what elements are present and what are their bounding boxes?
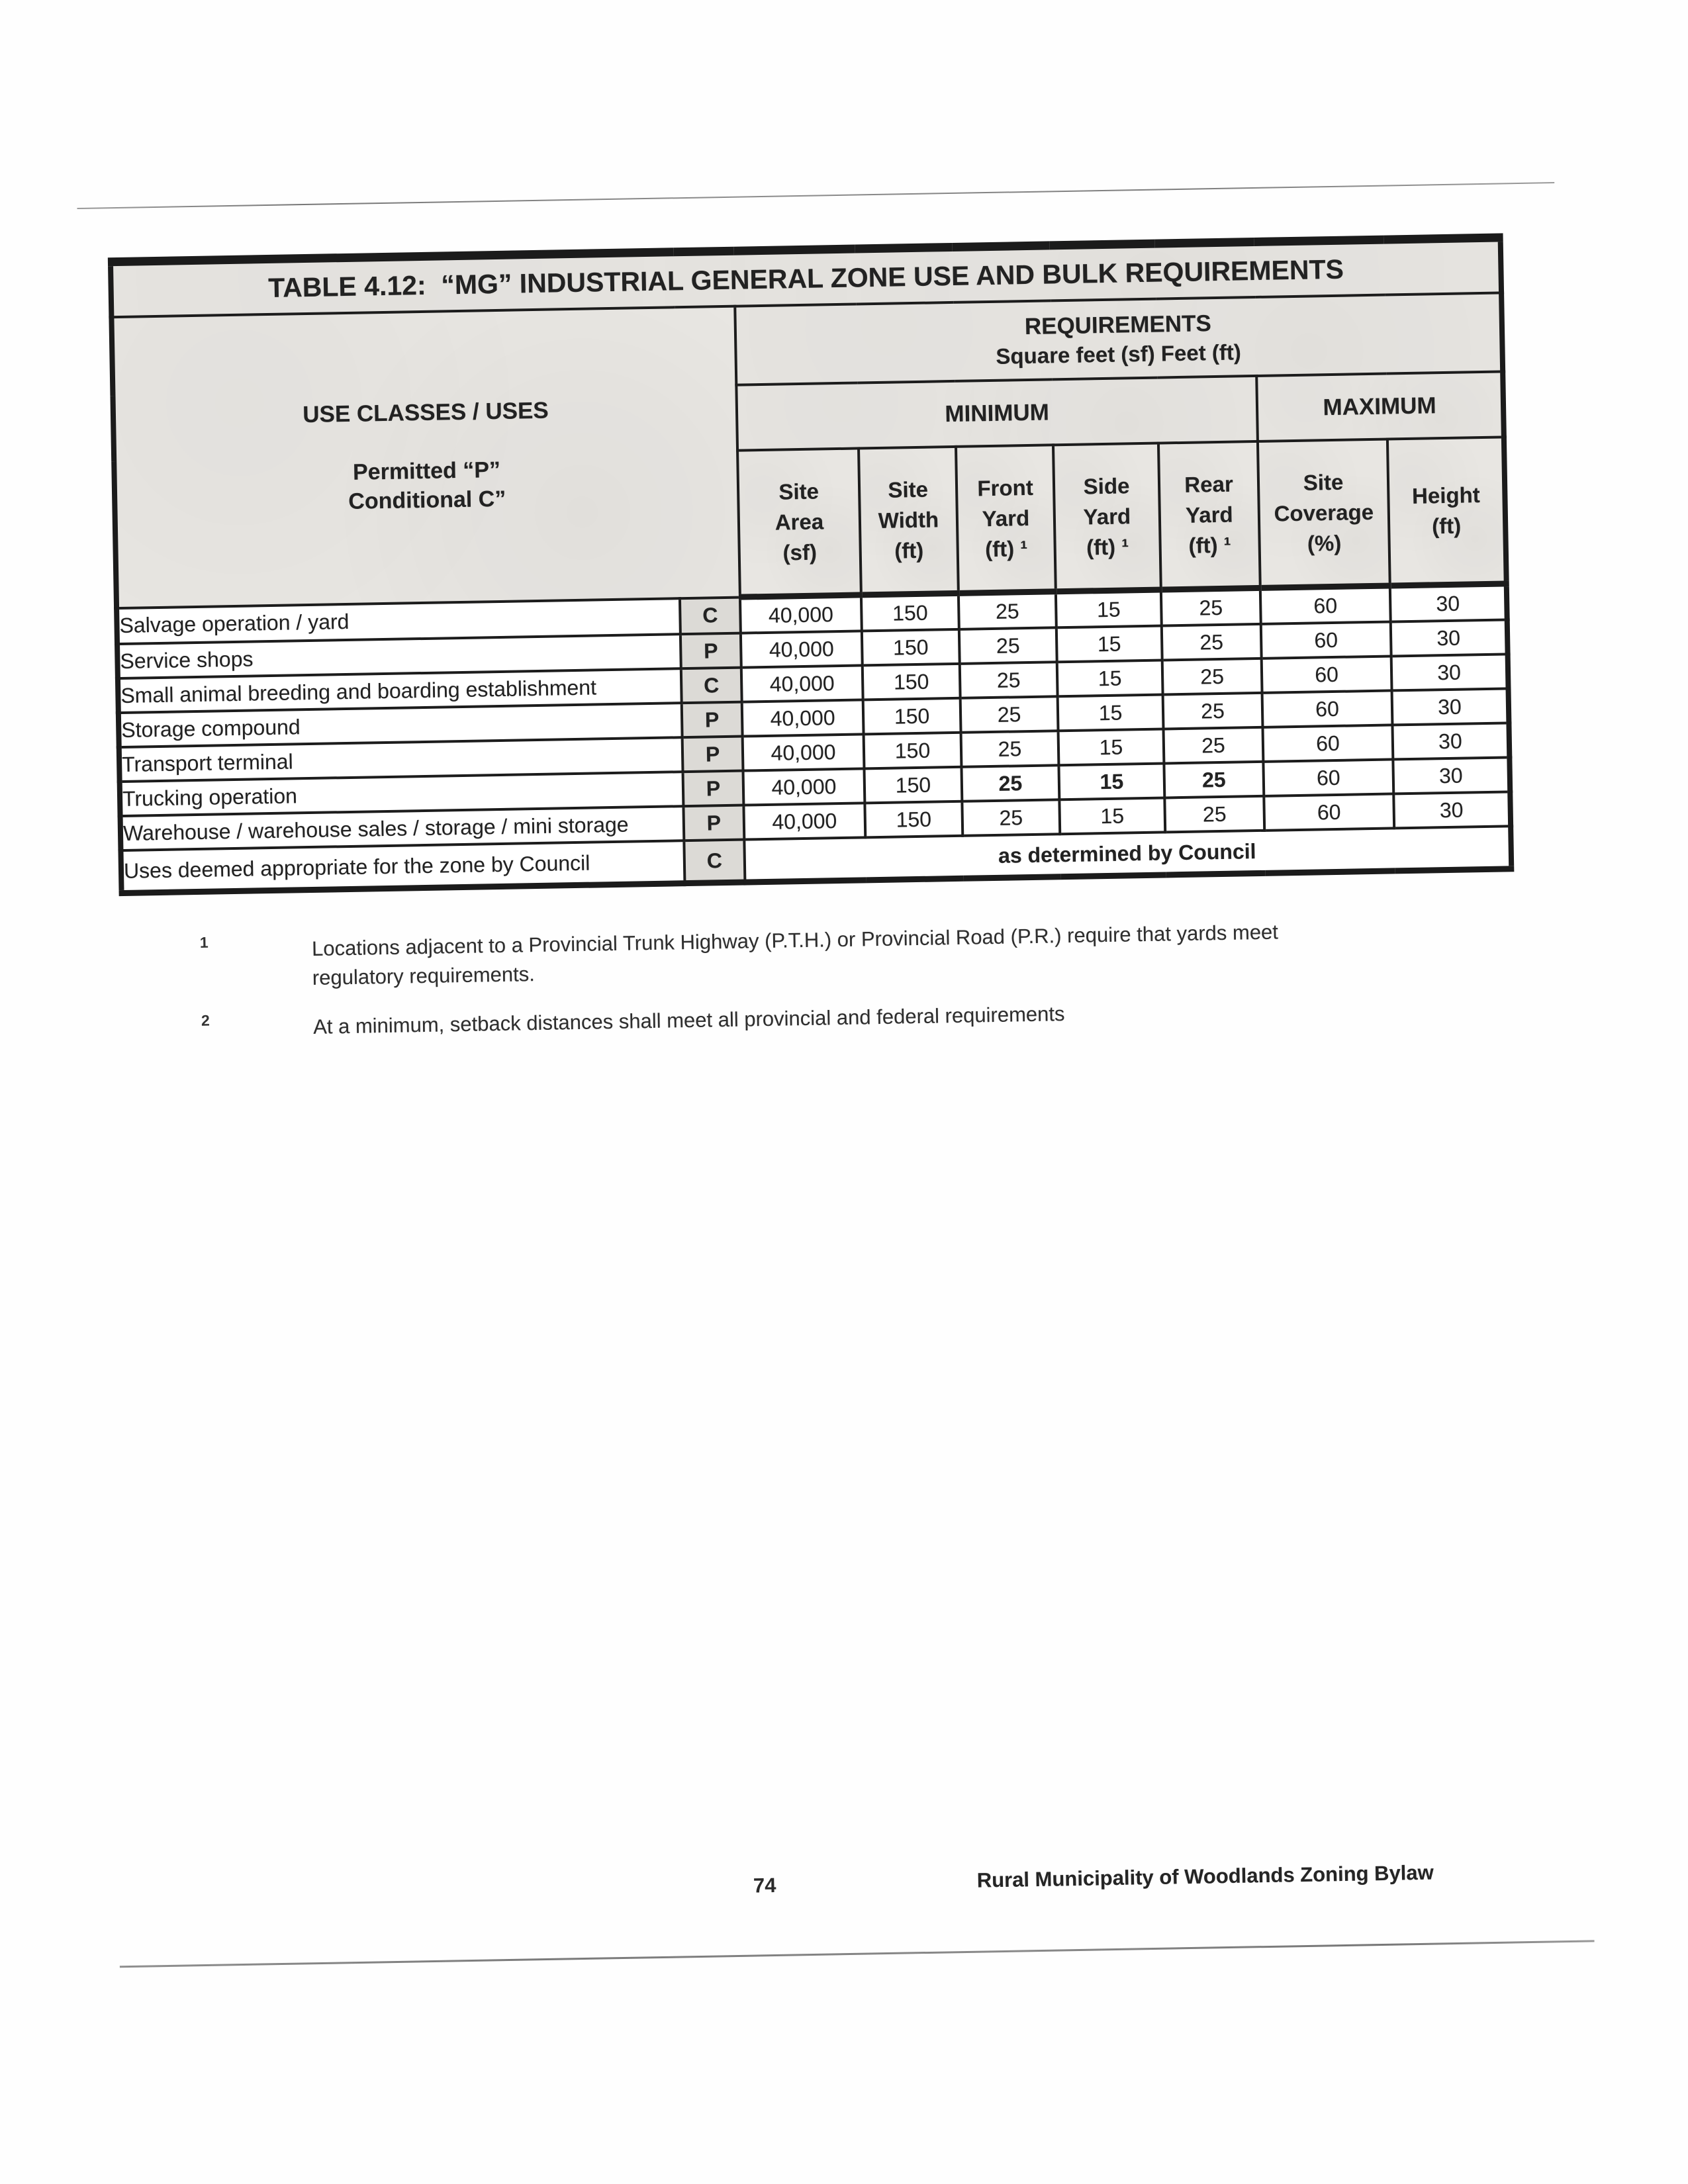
footnote-1-text: Locations adjacent to a Provincial Trunk Highway (P.T.H.) or Provincial Road (P.R.) require that yards meet regulatory requirements. — [311, 920, 1279, 989]
page-number: 74 — [753, 1873, 776, 1897]
value-cell: 15 — [1057, 660, 1163, 697]
footnote-2-text: At a minimum, setback distances shall meet all provincial and federal requirements — [312, 1002, 1065, 1038]
value-cell: 40,000 — [743, 803, 865, 839]
use-name: Storage compound — [118, 703, 682, 747]
value-cell: 40,000 — [743, 734, 865, 770]
status-badge: P — [680, 633, 741, 669]
use-name: Transport terminal — [119, 737, 683, 782]
maximum-group-header: MAXIMUM — [1256, 371, 1504, 441]
value-cell: 150 — [864, 733, 962, 769]
value-cell: 40,000 — [742, 700, 864, 736]
value-cell: 25 — [1162, 624, 1262, 660]
value-cell: 15 — [1058, 763, 1164, 799]
value-cell: 15 — [1056, 590, 1162, 627]
value-cell: 60 — [1263, 759, 1393, 796]
column-header-site-width: Site Width (ft) — [859, 447, 959, 595]
footer-title: Rural Municipality of Woodlands Zoning Bylaw — [976, 1860, 1434, 1892]
value-cell: 25 — [1164, 727, 1264, 764]
value-cell: 25 — [959, 627, 1057, 664]
value-cell: 30 — [1393, 792, 1511, 828]
use-name: Service shops — [117, 634, 681, 678]
value-cell: 150 — [864, 767, 962, 803]
footnote-2 — [201, 995, 1327, 1044]
value-cell: 30 — [1391, 619, 1508, 656]
column-header-rear-yard: Rear Yard (ft) ¹ — [1158, 441, 1260, 590]
value-cell: 30 — [1390, 584, 1507, 622]
value-cell: 30 — [1392, 688, 1509, 725]
status-badge: P — [683, 805, 744, 841]
status-badge: C — [680, 597, 741, 634]
use-name: Trucking operation — [120, 772, 684, 816]
permitted-label: Permitted “P” — [352, 457, 501, 485]
use-name: Small animal breeding and boarding establishment — [118, 668, 682, 713]
value-cell: 30 — [1393, 757, 1510, 794]
value-cell: 150 — [862, 629, 960, 666]
column-header-height: Height (ft) — [1387, 437, 1507, 586]
value-cell: 15 — [1059, 797, 1165, 834]
use-name: Warehouse / warehouse sales / storage / mini storage — [120, 806, 684, 850]
council-determination-cell: as determined by Council — [744, 826, 1511, 882]
use-classes-label: USE CLASSES / USES — [302, 397, 549, 428]
conditional-label: Conditional C” — [348, 486, 506, 514]
footnote-1-marker: 1 — [199, 933, 209, 951]
status-badge: P — [682, 702, 743, 738]
value-cell: 15 — [1058, 729, 1164, 765]
value-cell: 25 — [1164, 796, 1264, 833]
value-cell: 40,000 — [741, 665, 863, 702]
value-cell: 15 — [1056, 626, 1162, 662]
column-header-site-coverage: Site Coverage (%) — [1258, 439, 1390, 588]
value-cell: 60 — [1264, 794, 1394, 830]
value-cell: 40,000 — [740, 595, 862, 633]
status-badge: P — [682, 737, 743, 772]
value-cell: 25 — [961, 696, 1058, 733]
use-name: Salvage operation / yard — [117, 598, 680, 644]
column-header-side-yard: Side Yard (ft) ¹ — [1053, 443, 1161, 592]
requirements-units-label: Square feet (sf) Feet (ft) — [996, 339, 1242, 369]
value-cell: 25 — [1164, 762, 1264, 798]
use-name: Uses deemed appropriate for the zone by Council — [120, 841, 684, 893]
value-cell: 60 — [1260, 586, 1391, 624]
status-badge: P — [683, 771, 744, 807]
value-cell: 25 — [961, 765, 1059, 801]
requirements-header-cell — [735, 293, 1503, 385]
value-cell: 25 — [959, 592, 1056, 629]
requirements-label: REQUIREMENTS — [1024, 310, 1212, 340]
value-cell: 40,000 — [743, 768, 865, 805]
value-cell: 150 — [861, 593, 959, 631]
value-cell: 60 — [1261, 621, 1391, 658]
value-cell: 30 — [1391, 654, 1509, 690]
value-cell: 30 — [1392, 723, 1509, 759]
use-classes-header-cell — [111, 306, 740, 608]
zoning-requirements-table — [108, 233, 1515, 896]
column-header-front-yard: Front Yard (ft) ¹ — [956, 445, 1056, 593]
status-badge: C — [681, 668, 742, 704]
top-divider — [77, 182, 1555, 209]
value-cell: 60 — [1262, 656, 1392, 692]
value-cell: 25 — [960, 662, 1058, 698]
value-cell: 60 — [1262, 725, 1393, 761]
status-badge: C — [684, 840, 745, 884]
value-cell: 25 — [1162, 659, 1262, 695]
value-cell: 15 — [1058, 695, 1164, 731]
value-cell: 25 — [1161, 588, 1261, 625]
value-cell: 25 — [1163, 693, 1263, 729]
footnote-1 — [200, 917, 1326, 995]
value-cell: 150 — [863, 664, 961, 700]
footnote-2-marker: 2 — [201, 1011, 210, 1029]
value-cell: 150 — [865, 801, 962, 838]
value-cell: 150 — [863, 698, 961, 735]
value-cell: 25 — [961, 731, 1059, 767]
minimum-group-header: MINIMUM — [736, 376, 1258, 451]
bottom-divider — [120, 1940, 1595, 1968]
value-cell: 40,000 — [741, 631, 863, 667]
value-cell: 25 — [962, 799, 1060, 836]
value-cell: 60 — [1262, 690, 1393, 727]
column-header-site-area: Site Area (sf) — [737, 448, 861, 597]
table-title: TABLE 4.12: “MG” INDUSTRIAL GENERAL ZONE USE AND BULK REQUIREMENTS — [111, 238, 1501, 317]
